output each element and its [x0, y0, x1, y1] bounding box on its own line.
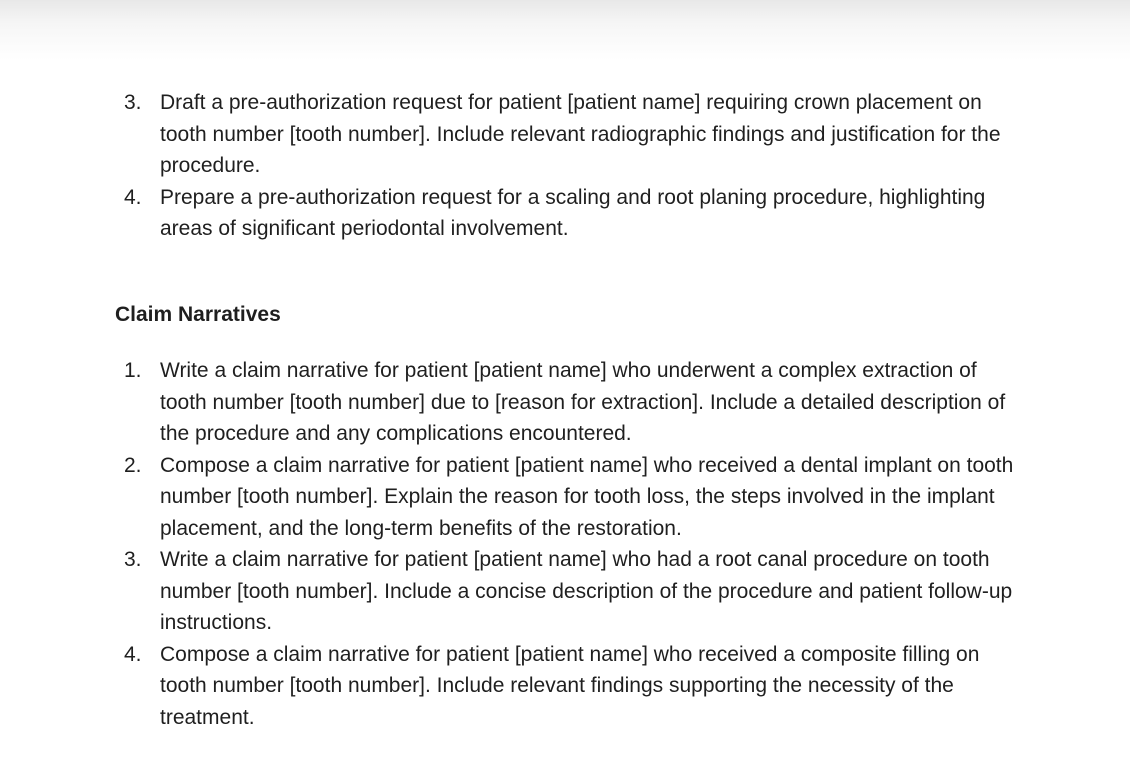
- list-item-text: Compose a claim narrative for patient [patient name] who received a composite filling on tooth number [tooth number]. Include relevant findings supporting the necessity of the treatment.: [160, 642, 980, 729]
- list-item-text: Write a claim narrative for patient [patient name] who underwent a complex extraction of tooth number [tooth number] due to [reason for extraction]. Include a detailed description of the procedure and any complications encountered.: [160, 359, 1006, 445]
- list-item: [115, 182, 1015, 245]
- list-item-text: Write a claim narrative for patient [patient name] who had a root canal procedure on tooth number [tooth number]. Include a concise description of the procedure and patient follow-up instructions.: [160, 548, 1013, 634]
- list-item: [115, 544, 1015, 639]
- preauthorization-list: [115, 87, 1015, 245]
- list-item: [115, 450, 1015, 545]
- list-item-number: 4.: [124, 642, 142, 666]
- claim-narratives-list: [115, 355, 1015, 733]
- list-item-number: 3.: [124, 91, 142, 114]
- list-item: [115, 355, 1015, 450]
- list-item-text: Draft a pre-authorization request for patient [patient name] requiring crown placement on tooth number [tooth number]. Include relevant radiographic findings and justification for the procedure.: [160, 91, 1001, 177]
- list-item: [115, 87, 1015, 182]
- list-item-number: 4.: [124, 185, 142, 209]
- list-item-number: 3.: [124, 548, 142, 571]
- list-item-number: 1.: [124, 359, 142, 382]
- section-heading: Claim Narratives: [115, 303, 281, 326]
- list-item-text: Compose a claim narrative for patient [patient name] who received a dental implant on tooth number [tooth number]. Explain the reason for tooth loss, the steps involved in the implant placement, and the long-term benefits of the restoration.: [160, 453, 1014, 540]
- list-item-text: Prepare a pre-authorization request for a scaling and root planing procedure, highlighting areas of significant periodontal involvement.: [160, 185, 986, 240]
- list-item-number: 2.: [124, 453, 142, 477]
- list-item: [115, 639, 1015, 734]
